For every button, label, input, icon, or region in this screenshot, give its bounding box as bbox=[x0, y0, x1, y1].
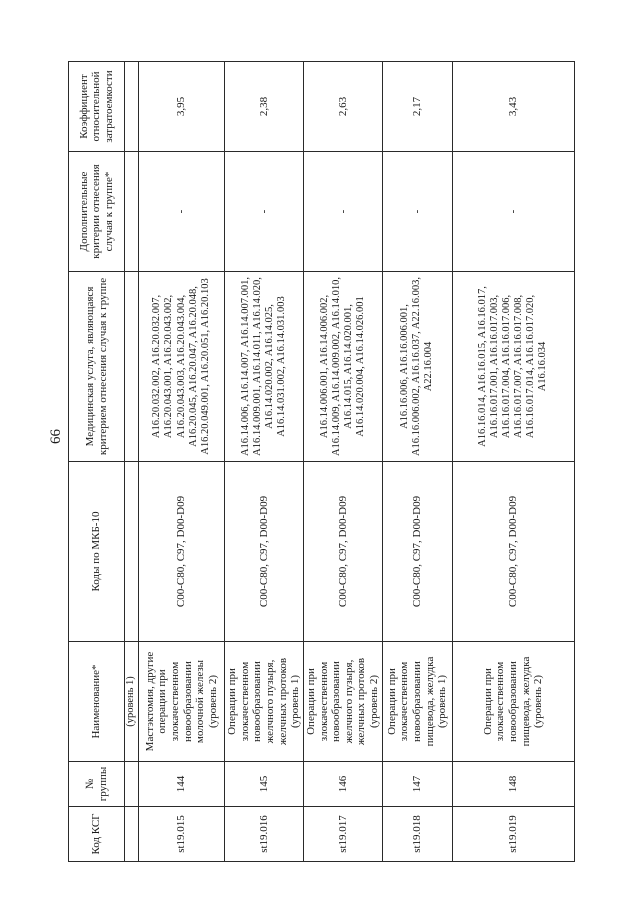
cell-extra: - bbox=[382, 152, 452, 272]
cell-group: 147 bbox=[382, 762, 452, 807]
cell-coef: 2,17 bbox=[382, 62, 452, 152]
header-extra: Дополнительные критерии отнесения случая к группе* bbox=[69, 152, 125, 272]
header-icd: Коды по МКБ-10 bbox=[69, 462, 125, 642]
cell-coef: 3,43 bbox=[452, 62, 574, 152]
cell-extra: - bbox=[452, 152, 574, 272]
cell-services: A16.16.014, A16.16.015, A16.16.017, A16.16.017.001, A16.16.017.003, A16.16.017.004, A16.16.017.006, A16.16.017.007, A16.16.017.008, A16.16.017.014, A16.16.017.020, A16.16.034 bbox=[452, 272, 574, 462]
table-header-row bbox=[69, 62, 125, 862]
table-row bbox=[303, 62, 382, 862]
cont-cell-empty bbox=[125, 152, 139, 272]
cell-icd: C00-C80, C97, D00-D09 bbox=[303, 462, 382, 642]
cell-name: Операции при злокачественном новообразовании пищевода, желудка (уровень 2) bbox=[452, 642, 574, 762]
continuation-row bbox=[125, 62, 139, 862]
cell-code: st19.015 bbox=[139, 807, 225, 862]
cont-cell-empty bbox=[125, 62, 139, 152]
cell-group: 145 bbox=[225, 762, 304, 807]
cont-cell-empty bbox=[125, 272, 139, 462]
cell-code: st19.017 bbox=[303, 807, 382, 862]
table-row bbox=[382, 62, 452, 862]
cell-icd: C00-C80, C97, D00-D09 bbox=[452, 462, 574, 642]
cell-icd: C00-C80, C97, D00-D09 bbox=[225, 462, 304, 642]
cell-code: st19.019 bbox=[452, 807, 574, 862]
cell-services: A16.16.006, A16.16.006.001, A16.16.006.002, A16.16.037, A22.16.003, A22.16.004 bbox=[382, 272, 452, 462]
ksg-table bbox=[68, 61, 575, 862]
cell-name: Операции при злокачественном новообразовании желчного пузыря, желчных протоков (уровень 1) bbox=[225, 642, 304, 762]
header-services: Медицинская услуга, являющаяся критерием отнесения случая к группе bbox=[69, 272, 125, 462]
cell-name: Мастэктомия, другие операции при злокачественном новообразовании молочной железы (уровень 2) bbox=[139, 642, 225, 762]
cont-cell-empty bbox=[125, 462, 139, 642]
cell-services: A16.14.006, A16.14.007, A16.14.007.001, A16.14.009.001, A16.14.011, A16.14.020, A16.14.020.002, A16.14.025, A16.14.031.002, A16.14.031.003 bbox=[225, 272, 304, 462]
page-number: 66 bbox=[48, 429, 64, 444]
cell-icd: C00-C80, C97, D00-D09 bbox=[139, 462, 225, 642]
rotated-table-wrapper bbox=[68, 62, 568, 862]
cell-code: st19.018 bbox=[382, 807, 452, 862]
continuation-text: (уровень 1) bbox=[125, 642, 139, 762]
table-row bbox=[452, 62, 574, 862]
cell-extra: - bbox=[139, 152, 225, 272]
cell-coef: 3,95 bbox=[139, 62, 225, 152]
cell-services: A16.20.032.002, A16.20.032.007, A16.20.043.001, A16.20.043.002, A16.20.043.003, A16.20.043.004, A16.20.045, A16.20.047, A16.20.048, A16.20.049.001, A16.20.051, A16.20.103 bbox=[139, 272, 225, 462]
cell-services: A16.14.006.001, A16.14.006.002, A16.14.009, A16.14.009.002, A16.14.010, A16.14.015, A16.14.020.001, A16.14.020.004, A16.14.026.001 bbox=[303, 272, 382, 462]
cell-coef: 2,63 bbox=[303, 62, 382, 152]
cell-code: st19.016 bbox=[225, 807, 304, 862]
cont-cell-empty bbox=[125, 762, 139, 807]
cell-group: 144 bbox=[139, 762, 225, 807]
cont-cell-empty bbox=[125, 807, 139, 862]
header-name: Наименование* bbox=[69, 642, 125, 762]
cell-extra: - bbox=[303, 152, 382, 272]
header-coef: Коэффициент относительной затратоемкости bbox=[69, 62, 125, 152]
cell-coef: 2,38 bbox=[225, 62, 304, 152]
cell-name: Операции при злокачественном новообразовании желчного пузыря, желчных протоков (уровень 2) bbox=[303, 642, 382, 762]
cell-icd: C00-C80, C97, D00-D09 bbox=[382, 462, 452, 642]
cell-group: 146 bbox=[303, 762, 382, 807]
table-row bbox=[139, 62, 225, 862]
cell-group: 148 bbox=[452, 762, 574, 807]
table-row bbox=[225, 62, 304, 862]
header-code: Код КСГ bbox=[69, 807, 125, 862]
cell-name: Операции при злокачественном новообразовании пищевода, желудка (уровень 1) bbox=[382, 642, 452, 762]
cell-extra: - bbox=[225, 152, 304, 272]
header-group: № группы bbox=[69, 762, 125, 807]
